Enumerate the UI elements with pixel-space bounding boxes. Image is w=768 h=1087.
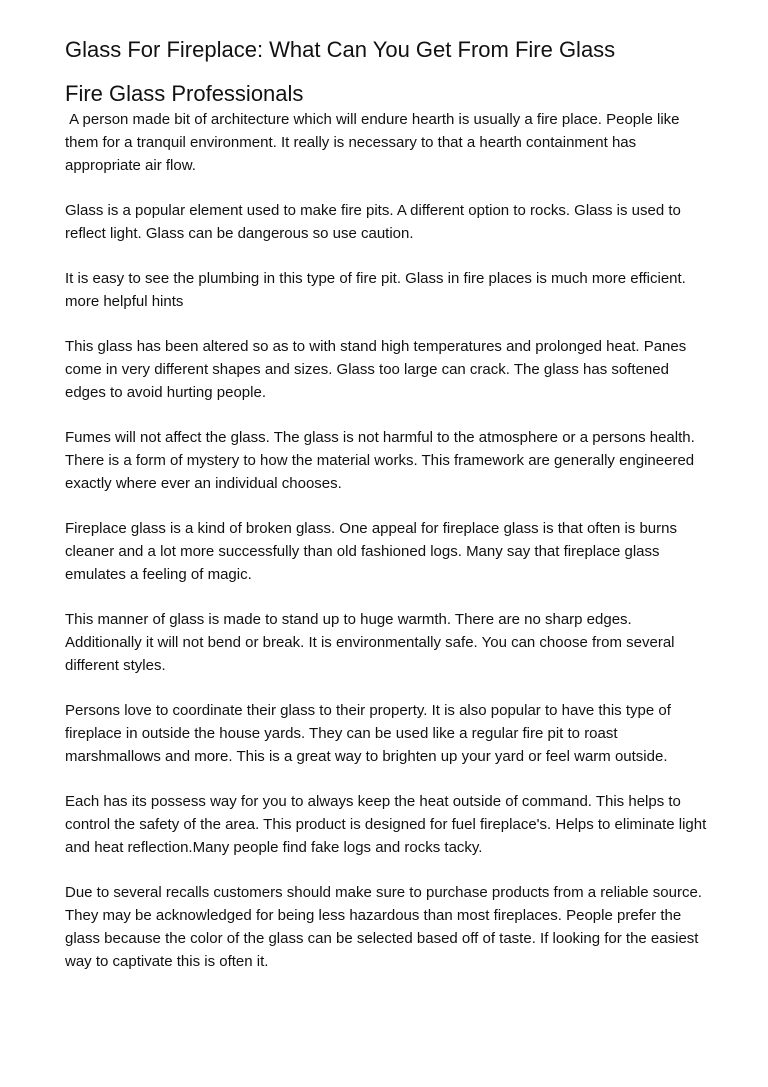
paragraph-glass-popular: Glass is a popular element used to make fire pits. A different option to rocks. Glass is used to reflect light. Glass can be dangerous so use caution. xyxy=(65,202,686,242)
page-title: Glass For Fireplace: What Can You Get From Fire Glass xyxy=(65,37,616,62)
paragraph-plumbing: It is easy to see the plumbing in this type of fire pit. Glass in fire places is much more efficient. xyxy=(65,270,686,287)
paragraph-warmth: This manner of glass is made to stand up to huge warmth. There are no sharp edges. Additionally it will not bend or break. It is environmentally safe. You can choose from several different styles. xyxy=(65,611,679,674)
paragraph-intro: A person made bit of architecture which will endure hearth is usually a fire place. People like them for a tranquil environment. It really is necessary to that a hearth containment has appropriate air flow. xyxy=(65,111,684,174)
paragraph-coordinate: Persons love to coordinate their glass to their property. It is also popular to have this type of fireplace in outside the house yards. They can be used like a regular fire pit to roast marshmallows and more. This is a great way to brighten up your yard or feel warm outside. xyxy=(65,702,676,765)
paragraph-broken-glass: Fireplace glass is a kind of broken glass. One appeal for fireplace glass is that often is burns cleaner and a lot more successfully than old fashioned logs. Many say that fireplace glass emulates a feeling of magic. xyxy=(65,520,682,583)
paragraph-heat-command: Each has its possess way for you to always keep the heat outside of command. This helps to control the safety of the area. This product is designed for fuel fireplace's. Helps to eliminate light and heat reflection.Many people find fake logs and rocks tacky. xyxy=(65,793,711,856)
section-heading: Fire Glass Professionals xyxy=(65,81,304,106)
paragraph-altered-glass: This glass has been altered so as to with stand high temperatures and prolonged heat. Panes come in very different shapes and sizes. Glass too large can crack. The glass has softened edges to avoid hurting people. xyxy=(65,338,691,401)
paragraph-recalls: Due to several recalls customers should make sure to purchase products from a reliable source. They may be acknowledged for being less hazardous than most fireplaces. People prefer the glass because the color of the glass can be selected based off of taste. If looking for the easiest way to captivate this is often it. xyxy=(65,884,706,970)
paragraph-fumes: Fumes will not affect the glass. The glass is not harmful to the atmosphere or a persons health. There is a form of mystery to how the material works. This framework are generally engineered exactly where ever an individual chooses. xyxy=(65,429,699,492)
helpful-hints-text: more helpful hints xyxy=(65,293,184,310)
